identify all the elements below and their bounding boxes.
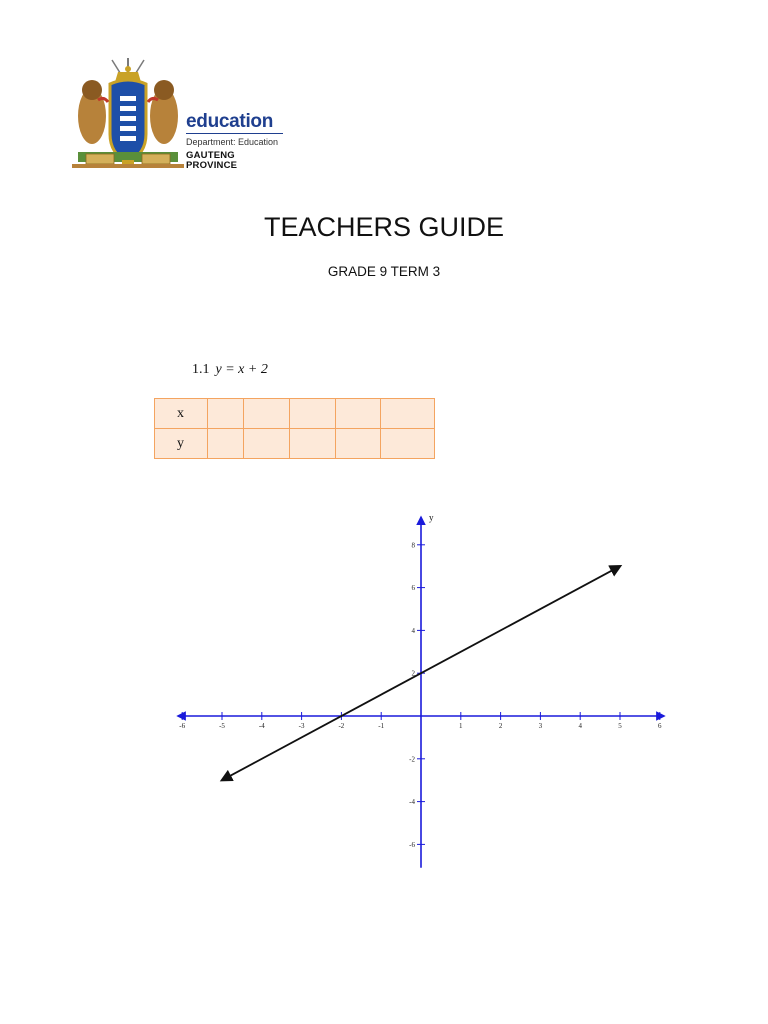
table-row-x xyxy=(155,399,435,429)
axes xyxy=(178,512,664,867)
line-graph xyxy=(160,495,680,885)
table-cell[interactable] xyxy=(290,399,336,429)
table-cell[interactable] xyxy=(290,429,336,459)
y-tick-label: -6 xyxy=(409,840,415,849)
x-tick-label: -4 xyxy=(258,722,265,730)
row-label-y: y xyxy=(155,429,208,459)
table-cell[interactable] xyxy=(244,429,290,459)
x-tick-label: 4 xyxy=(578,722,582,730)
y-tick-label: 8 xyxy=(411,541,415,550)
y-tick-label: 2 xyxy=(411,669,415,678)
logo-brand: education xyxy=(186,112,283,134)
y-tick-label: 4 xyxy=(411,626,415,635)
table-cell[interactable] xyxy=(244,399,290,429)
question-equation: y = x + 2 xyxy=(215,362,268,377)
table-cell[interactable] xyxy=(336,429,381,459)
page-title: TEACHERS GUIDE xyxy=(263,212,505,242)
x-tick-label: 3 xyxy=(538,722,543,730)
logo-text xyxy=(186,112,283,171)
question-number: 1.1 xyxy=(192,362,210,377)
x-tick-label: 5 xyxy=(618,722,622,730)
row-label-x: x xyxy=(155,399,208,429)
table-cell[interactable] xyxy=(208,429,244,459)
question-1-1 xyxy=(192,362,268,378)
table-row-y xyxy=(155,429,435,459)
y-tick-label: -2 xyxy=(409,755,415,764)
logo-department: Department: Education xyxy=(186,137,279,147)
x-tick-label: 2 xyxy=(498,722,503,730)
logo-province: GAUTENG PROVINCE xyxy=(186,150,238,171)
x-tick-label: -6 xyxy=(179,722,186,730)
y-tick-label: -4 xyxy=(409,798,415,807)
table-cell[interactable] xyxy=(381,429,435,459)
x-tick-label: 6 xyxy=(658,722,662,730)
x-tick-label: 1 xyxy=(459,722,463,730)
y-axis-label: y xyxy=(429,512,434,523)
x-tick-label: -1 xyxy=(378,722,385,730)
table-cell[interactable] xyxy=(208,399,244,429)
xy-value-table xyxy=(154,398,435,459)
gauteng-education-logo xyxy=(68,56,283,180)
x-tick-label: -3 xyxy=(298,722,305,730)
table-cell[interactable] xyxy=(336,399,381,429)
page-subtitle: GRADE 9 TERM 3 xyxy=(327,264,441,279)
table-cell[interactable] xyxy=(381,399,435,429)
x-tick-label: -2 xyxy=(338,722,345,730)
y-tick-label: 6 xyxy=(411,584,415,593)
coat-of-arms-icon xyxy=(68,56,188,180)
x-tick-label: -5 xyxy=(219,722,225,730)
